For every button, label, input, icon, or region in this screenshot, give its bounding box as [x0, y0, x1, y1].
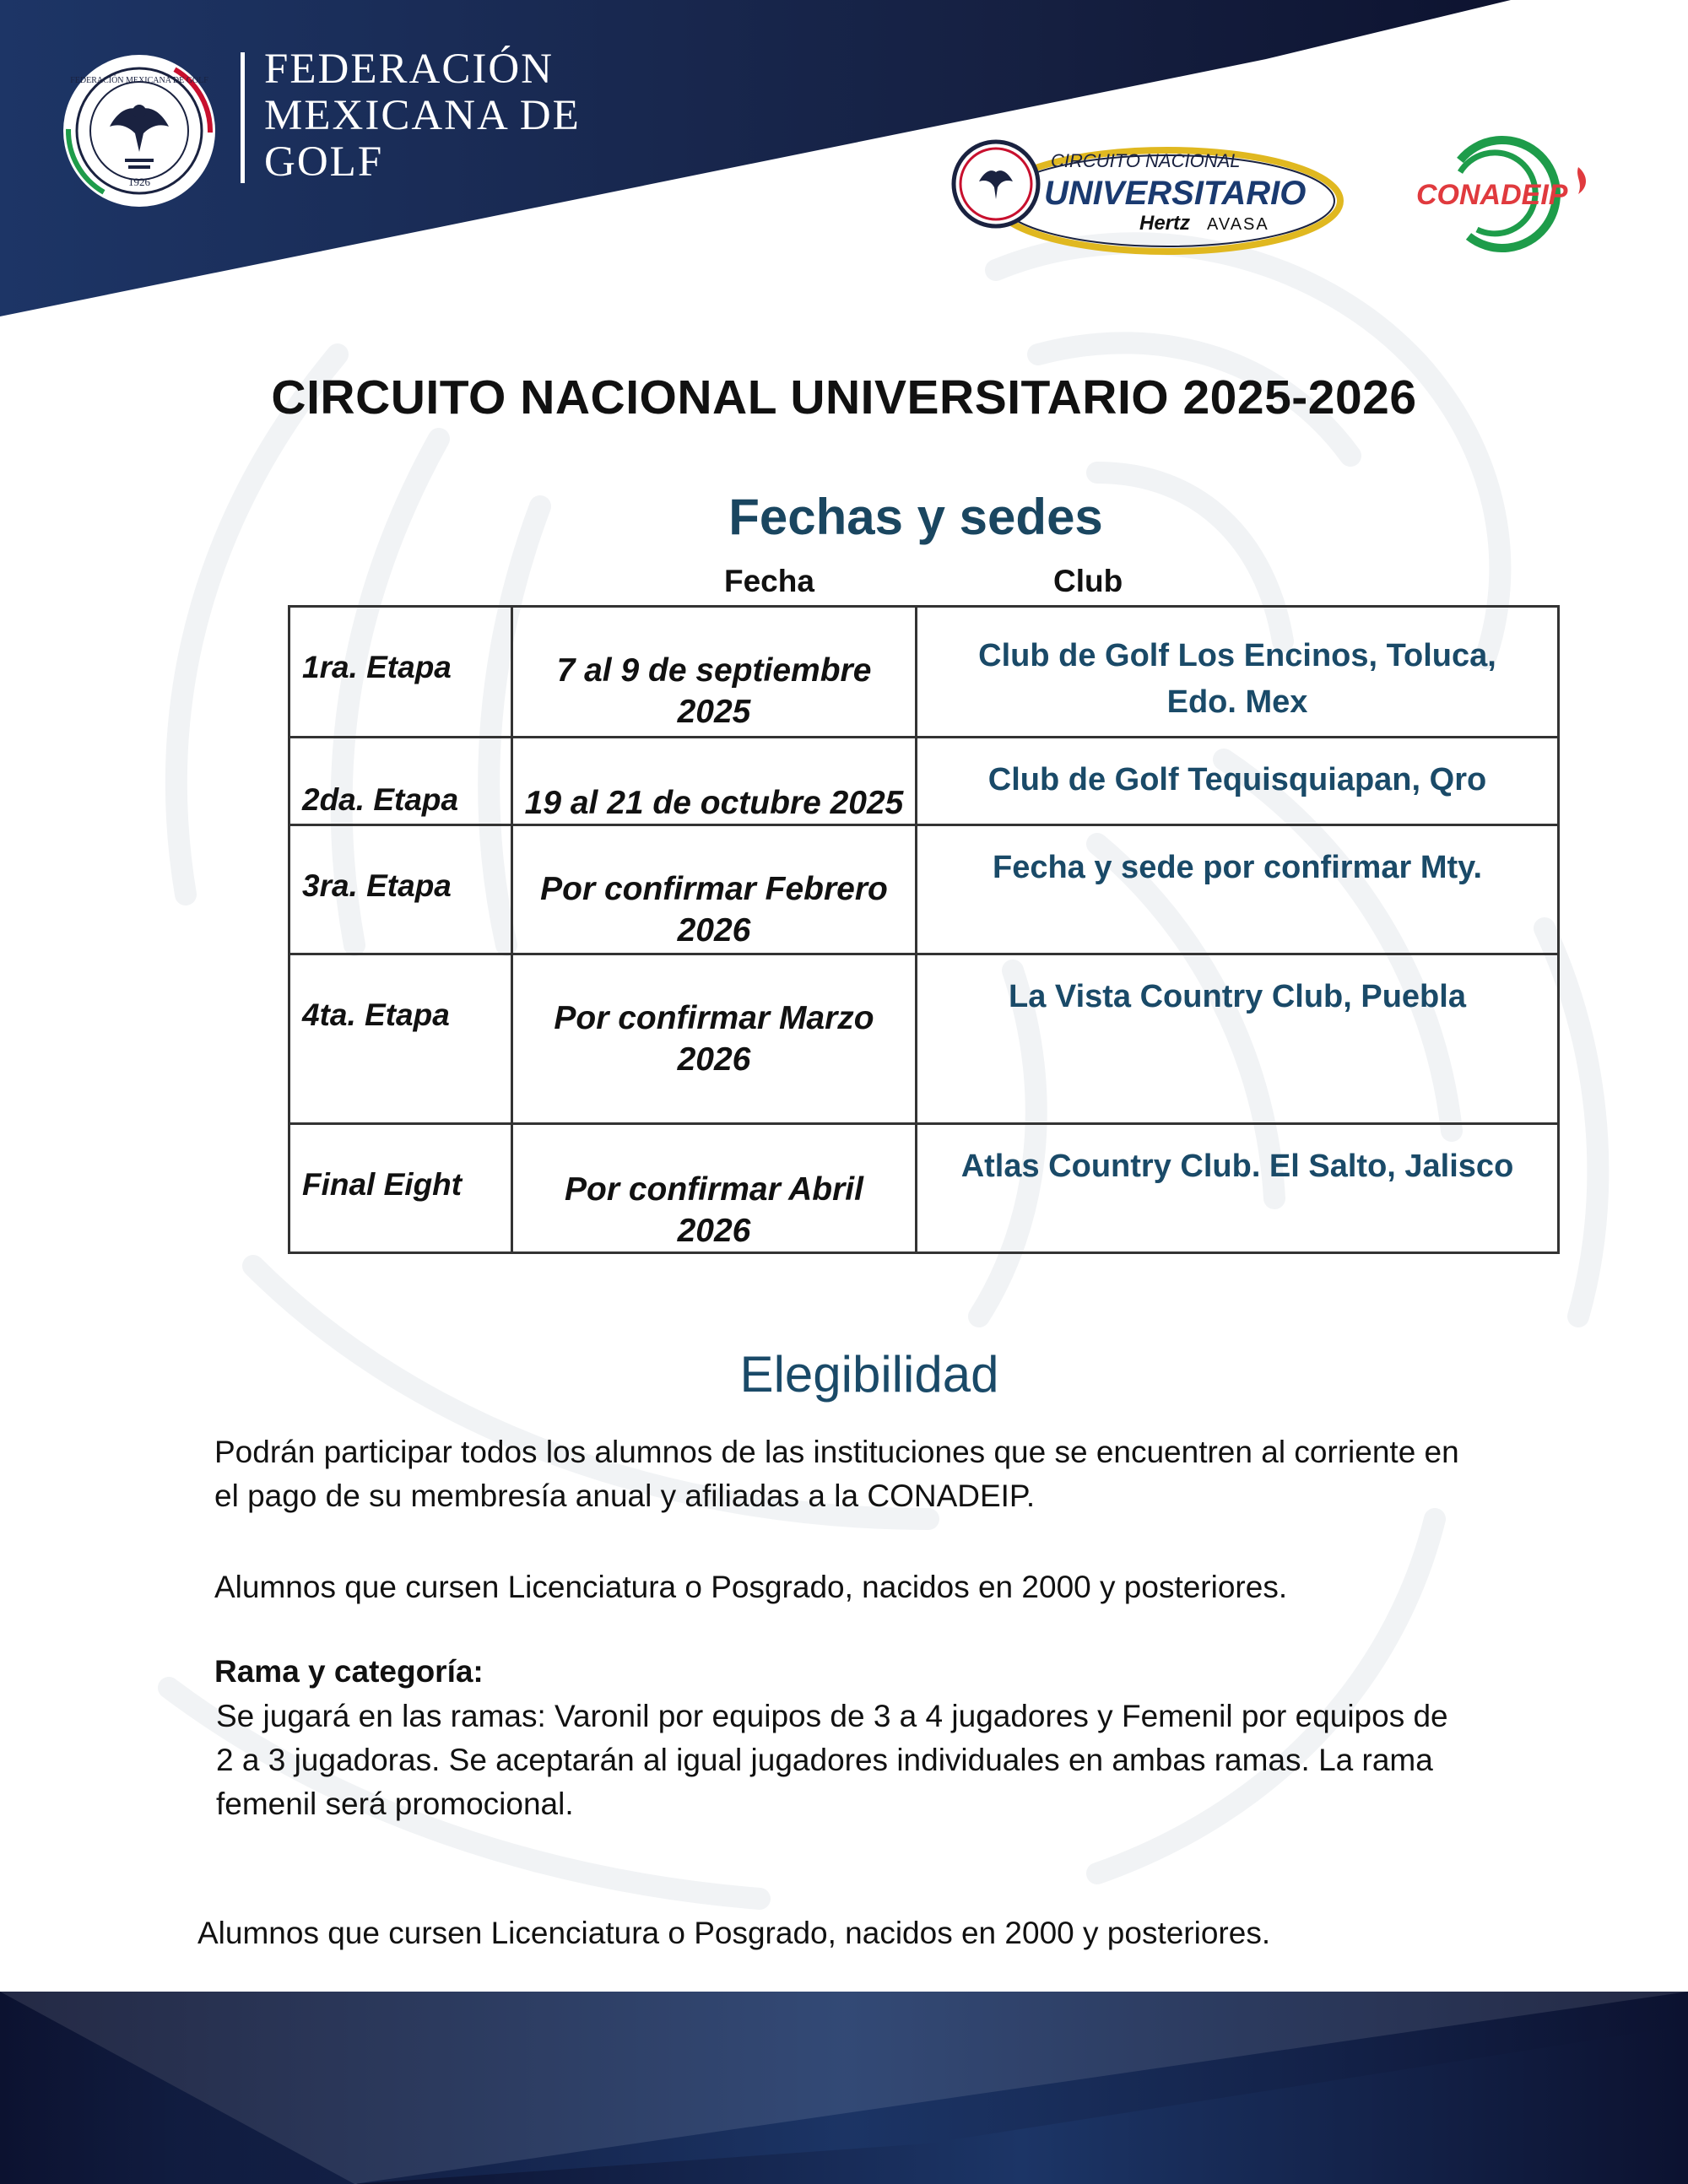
club-cell	[917, 825, 1559, 954]
eligibility-paragraph-2: Alumnos que cursen Licenciatura o Posgrado, nacidos en 2000 y posteriores.	[214, 1570, 1288, 1604]
date-line: 2026	[677, 912, 751, 949]
date-line: 2025	[677, 694, 751, 730]
conadeip-logo-text: CONADEIP	[1416, 179, 1568, 211]
document-title: CIRCUITO NACIONAL UNIVERSITARIO 2025-2026	[271, 370, 1417, 424]
schedule-heading: Fechas y sedes	[728, 489, 1103, 545]
seal-year: 1926	[128, 176, 150, 188]
stage-label: Final Eight	[302, 1167, 463, 1202]
date-cell	[512, 607, 917, 738]
table-row	[289, 607, 1559, 738]
date-line: Por confirmar Abril	[565, 1171, 863, 1208]
header-divider	[241, 52, 245, 183]
date-line: 2026	[677, 1213, 751, 1249]
eligibility-paragraph-1	[214, 1430, 1497, 1518]
stage-label: 1ra. Etapa	[302, 650, 452, 684]
club-cell	[917, 607, 1559, 738]
column-header-club: Club	[1053, 564, 1123, 598]
date-line: 2026	[677, 1041, 751, 1078]
column-header-date: Fecha	[724, 564, 814, 598]
paragraph-line: el pago de su membresía anual y afiliadas a la CONADEIP.	[214, 1479, 1036, 1513]
paragraph-line: Se jugará en las ramas: Varonil por equipos de 3 a 4 jugadores y Femenil por equipos de	[216, 1699, 1448, 1733]
club-cell	[917, 954, 1559, 1124]
club-line: Atlas Country Club. El Salto, Jalisco	[960, 1149, 1514, 1184]
date-line: 7 al 9 de septiembre	[556, 652, 872, 689]
stage-cell	[289, 1124, 512, 1253]
schedule-table	[288, 605, 1560, 1254]
date-line: 19 al 21 de octubre 2025	[524, 785, 904, 821]
org-line-2: MEXICANA DE	[264, 92, 581, 139]
fmg-seal-logo	[59, 51, 219, 211]
club-cell	[917, 1124, 1559, 1253]
date-line: Por confirmar Marzo	[554, 1000, 874, 1036]
stage-cell	[289, 825, 512, 954]
table-row	[289, 738, 1559, 825]
club-line: Edo. Mex	[1166, 684, 1308, 720]
table-row	[289, 825, 1559, 954]
circuit-logo-line2: UNIVERSITARIO	[1044, 175, 1307, 212]
eligibility-heading: Elegibilidad	[739, 1346, 999, 1403]
stage-label: 3ra. Etapa	[302, 868, 452, 903]
organization-name	[264, 46, 619, 186]
date-cell	[512, 1124, 917, 1253]
seal-text: FEDERACIÓN MEXICANA DE GOLF	[70, 76, 208, 85]
circuit-logo-sponsor2: AVASA	[1207, 215, 1269, 234]
conadeip-logo	[1409, 135, 1595, 253]
category-paragraph	[216, 1695, 1499, 1826]
paragraph-line: femenil será promocional.	[216, 1787, 574, 1821]
org-line-1: FEDERACIÓN	[264, 46, 555, 93]
stage-cell	[289, 738, 512, 825]
circuit-logo-sponsor1: Hertz	[1139, 212, 1191, 235]
club-line: Fecha y sede por confirmar Mty.	[992, 850, 1483, 885]
club-line: Club de Golf Tequisquiapan, Qro	[987, 762, 1487, 797]
club-line: La Vista Country Club, Puebla	[1009, 979, 1466, 1014]
table-row	[289, 1124, 1559, 1253]
circuito-universitario-logo	[950, 135, 1346, 257]
circuit-logo-line1: CIRCUITO NACIONAL	[1051, 150, 1241, 171]
club-line: Club de Golf Los Encinos, Toluca,	[978, 638, 1496, 673]
org-line-3: GOLF	[264, 138, 384, 186]
date-cell	[512, 954, 917, 1124]
paragraph-line: 2 a 3 jugadoras. Se aceptarán al igual jugadores individuales en ambas ramas. La rama	[216, 1743, 1433, 1777]
stage-cell	[289, 607, 512, 738]
stage-cell	[289, 954, 512, 1124]
date-line: Por confirmar Febrero	[540, 871, 888, 907]
stage-label: 4ta. Etapa	[302, 997, 450, 1032]
date-cell	[512, 738, 917, 825]
table-row	[289, 954, 1559, 1124]
date-cell	[512, 825, 917, 954]
category-label: Rama y categoría:	[214, 1654, 484, 1689]
flame-icon	[1577, 167, 1586, 194]
paragraph-line: Podrán participar todos los alumnos de las instituciones que se encuentren al corriente en	[214, 1435, 1459, 1469]
closing-note: Alumnos que cursen Licenciatura o Posgrado, nacidos en 2000 y posteriores.	[197, 1916, 1271, 1950]
club-cell	[917, 738, 1559, 825]
stage-label: 2da. Etapa	[302, 782, 459, 817]
